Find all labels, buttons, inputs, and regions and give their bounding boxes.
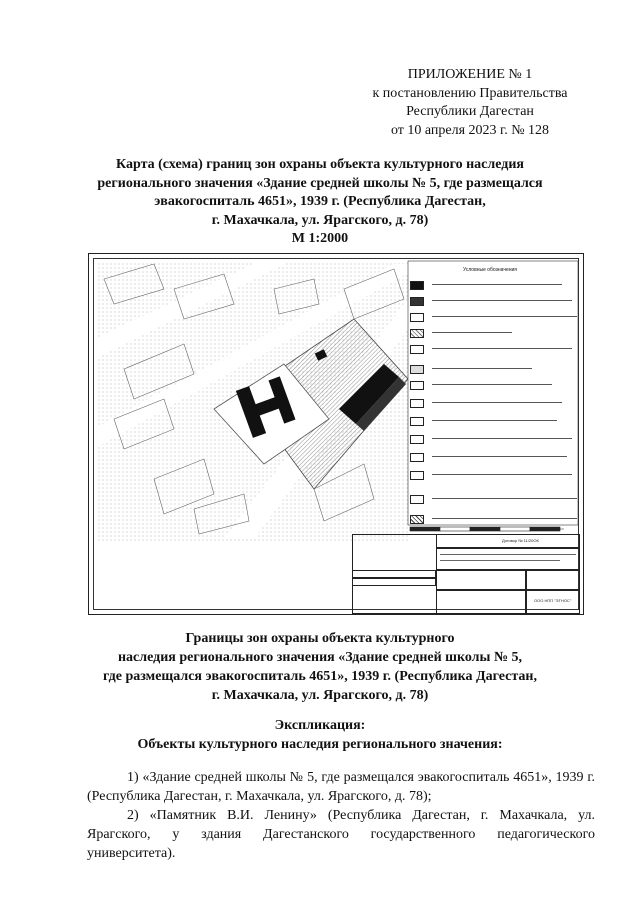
stamp-org: ООО НПП "ЭТНОС" [534,598,572,603]
stamp-code: Договор № 11/20ОК [502,538,539,543]
title-line-1: Карта (схема) границ зон охраны объекта культурного наследия [116,157,524,172]
legend-title: Условные обозначения [462,267,518,273]
explication-header [60,716,580,754]
legend-row [410,471,578,483]
legend-row [410,417,578,429]
appendix-header [360,66,580,140]
legend-row [410,399,578,411]
map-caption [60,629,580,705]
legend-row [410,495,578,507]
legend-row [410,329,578,341]
legend-row [410,281,578,293]
title-line-4: г. Махачкала, ул. Ярагского, д. 78) [211,212,429,228]
caption-line-3: где размещался эвакогоспиталь 4651», 1939 г. (Республика Дагестан, [102,669,537,684]
explication-heading: Экспликация: [274,718,366,733]
explication-subheading: Объекты культурного наследия регионального значения: [137,737,503,752]
caption-line-1: Границы зон охраны объекта культурного [185,631,455,646]
appendix-ref: к постановлению Правительства [372,85,568,101]
legend-row [410,365,578,377]
title-block [352,534,580,614]
legend-row [410,313,578,325]
map-scale: М 1:2000 [291,231,349,246]
document-title [60,156,580,249]
appendix-authority: Республики Дагестан [406,104,534,119]
appendix-date: от 10 апреля 2023 г. № 128 [390,122,550,138]
caption-line-2: наследия регионального значения «Здание средней школы № 5, [117,650,523,665]
map-frame [93,258,579,610]
zone-map [88,253,584,615]
caption-line-4: г. Махачкала, ул. Ярагского, д. 78) [211,688,429,703]
list-item: 1) «Здание средней школы № 5, где размещался эвакогоспиталь 4651», 1939 г. (Республика Дагестан, г. Махачкала, ул. Ярагского, д. 78); [87,770,595,804]
legend-row [410,453,578,465]
legend-row [410,381,578,393]
list-item: 2) «Памятник В.И. Ленину» (Республика Дагестан, г. Махачкала, ул. Ярагского, у здания Дагестанского государственного педагогического университета). [87,808,595,861]
appendix-label: ПРИЛОЖЕНИЕ № 1 [407,67,533,82]
legend-row [410,297,578,309]
legend-row [410,515,578,527]
title-line-2: регионального значения «Здание средней школы № 5, где размещался [97,175,543,191]
legend-row [410,435,578,447]
title-line-3: эвакогоспиталь 4651», 1939 г. (Республика Дагестан, [154,194,486,209]
legend-row [410,345,578,357]
heritage-list [87,768,595,863]
